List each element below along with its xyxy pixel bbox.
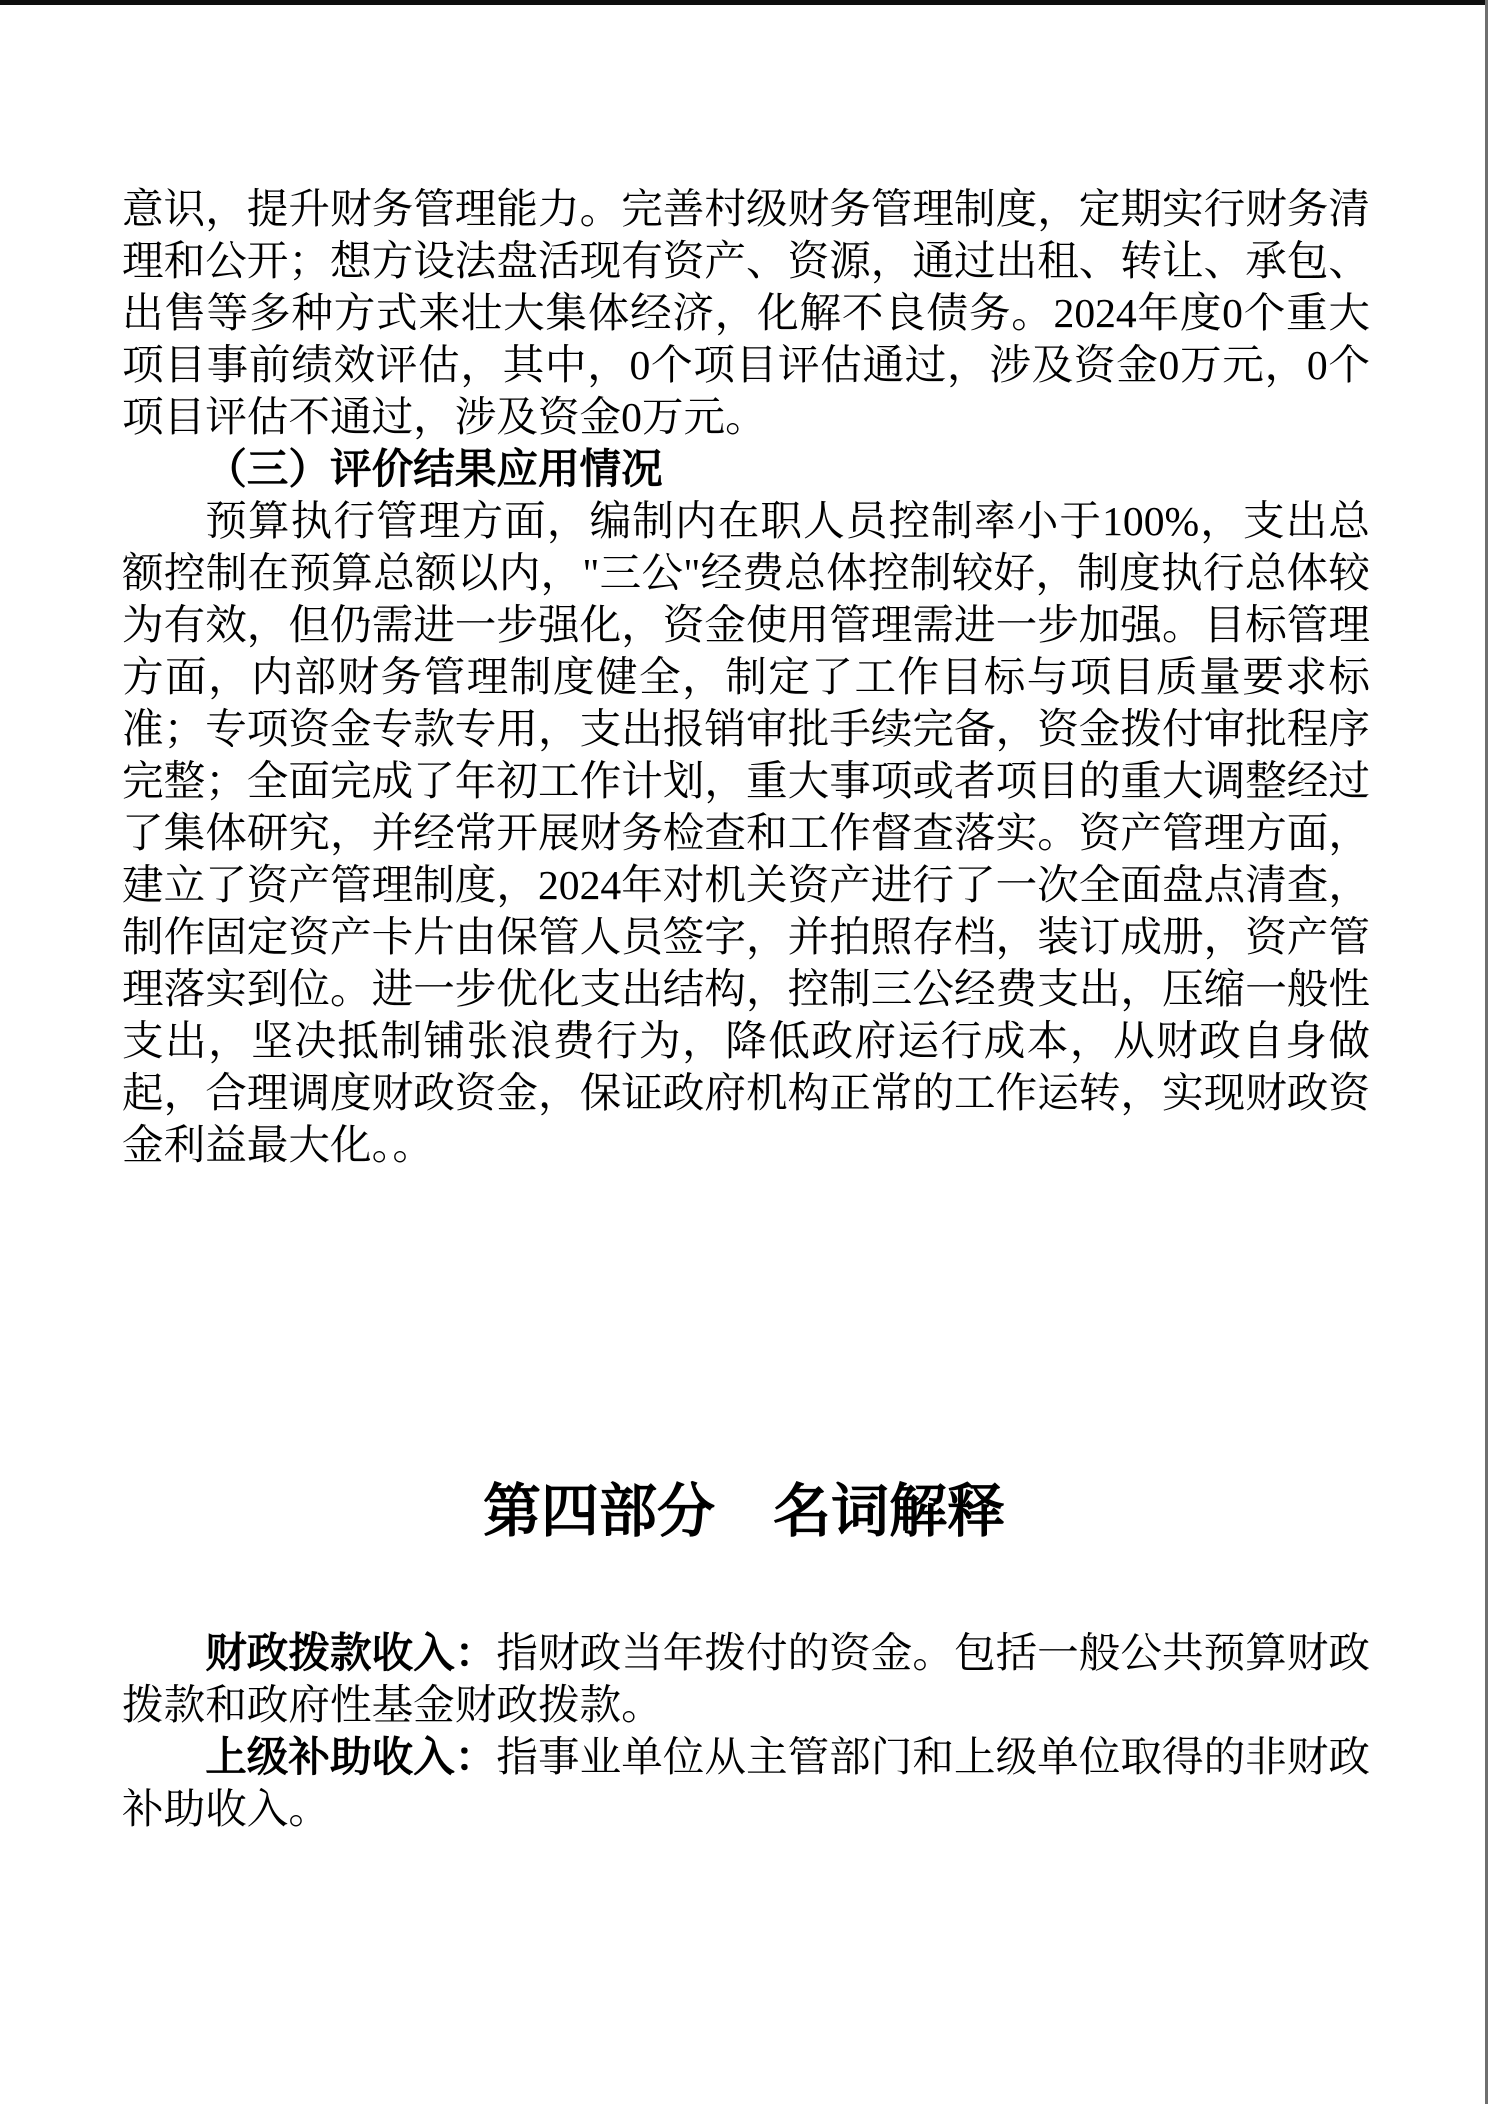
subsection-heading-evaluation-results: （三）评价结果应用情况 [205,446,663,492]
term-definition-fiscal-appropriation: 指财政当年拨付的资金。包括一般公共预算财政拨款和政府性基金财政拨款。 [122,1630,1370,1728]
term-definition-superior-subsidy: 指事业单位从主管部门和上级单位取得的非财政补助收入。 [122,1734,1370,1832]
term-paragraph-superior-subsidy [122,1731,1370,1835]
term-label-superior-subsidy: 上级补助收入： [205,1734,497,1780]
glossary-section [122,1627,1370,1835]
section-title-part4: 第四部分 名词解释 [482,1479,1005,1544]
paragraph-evaluation-results: 预算执行管理方面，编制内在职人员控制率小于100%，支出总额控制在预算总额以内，"三公"经费总体控制较好，制度执行总体较为有效，但仍需进一步强化，资金使用管理需进一步加强。目标管理方面，内部财务管理制度健全，制定了工作目标与项目质量要求标准；专项资金专款专用，支出报销审批手续完备，资金拨付审批程序完整；全面完成了年初工作计划，重大事项或者项目的重大调整经过了集体研究，并经常开展财务检查和工作督查落实。资产管理方面，建立了资产管理制度，2024年对机关资产进行了一次全面盘点清查，制作固定资产卡片由保管人员签字，并拍照存档，装订成册，资产管理落实到位。进一步优化支出结构，控制三公经费支出，压缩一般性支出，坚决抵制铺张浪费行为，降低政府运行成本，从财政自身做起，合理调度财政资金，保证政府机构正常的工作运转，实现财政资金利益最大化。。 [122,498,1370,1168]
page-top-border [0,0,1488,5]
term-label-fiscal-appropriation: 财政拨款收入： [205,1630,497,1676]
report-body [122,183,1370,1171]
paragraph-continuation: 意识，提升财务管理能力。完善村级财务管理制度，定期实行财务清理和公开；想方设法盘活现有资产、资源，通过出租、转让、承包、出售等多种方式来壮大集体经济，化解不良债务。2024年度0个重大项目事前绩效评估，其中，0个项目评估通过，涉及资金0万元，0个项目评估不通过，涉及资金0万元。 [122,186,1370,440]
term-paragraph-fiscal-appropriation [122,1627,1370,1731]
